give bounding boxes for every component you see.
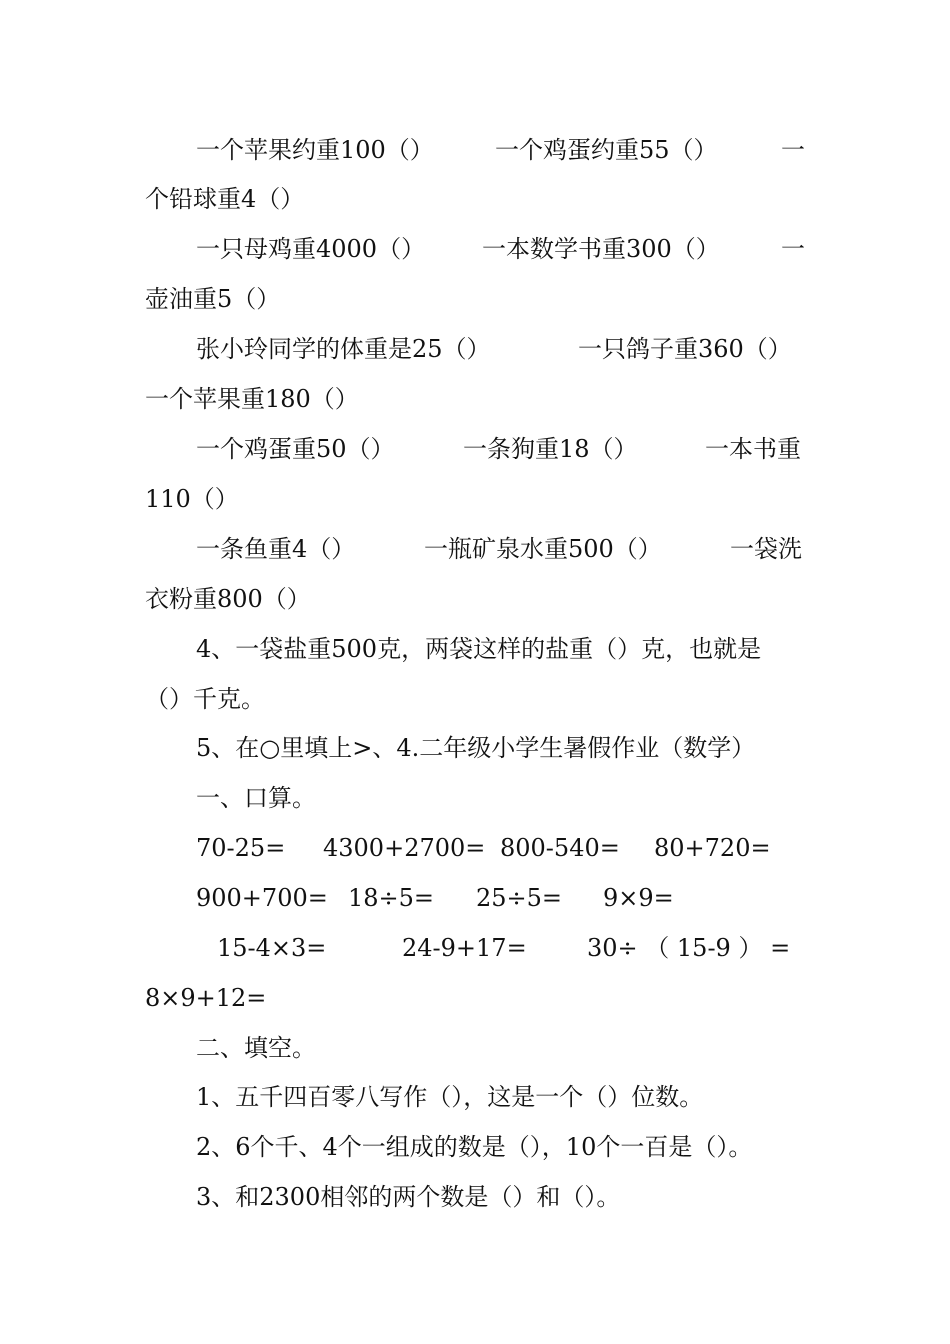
section-heading: 二、填空。 xyxy=(196,1034,316,1062)
text-line: 110（） xyxy=(145,485,239,513)
text-line: 一个鸡蛋重50（） xyxy=(196,435,395,463)
text-line: 张小玲同学的体重是25（） xyxy=(196,335,491,363)
text-line: 3、和2300相邻的两个数是（）和（）。 xyxy=(196,1183,621,1211)
math-expression: 30÷ （ 15-9 ） = xyxy=(587,934,791,962)
text-line: 衣粉重800（） xyxy=(145,585,311,613)
text-line: 一只母鸡重4000（） xyxy=(196,235,426,263)
text-line: 一只鸽子重360（） xyxy=(578,335,792,363)
math-expression: 18÷5= xyxy=(348,884,435,912)
math-expression: 800-540= xyxy=(500,834,620,862)
text-line: 2、6个千、4个一组成的数是（），10个一百是（）。 xyxy=(196,1133,753,1161)
math-expression: 24-9+17= xyxy=(402,934,527,962)
text-line: 4、一袋盐重500克，两袋这样的盐重（）克，也就是 xyxy=(196,635,762,663)
text-line: 1、五千四百零八写作（），这是一个（）位数。 xyxy=(196,1083,704,1111)
math-expression: 25÷5= xyxy=(476,884,563,912)
section-heading: 一、口算。 xyxy=(196,784,316,812)
text-line: 一袋洗 xyxy=(730,535,802,563)
text-line: 个铅球重4（） xyxy=(145,185,305,213)
text-line: 一 xyxy=(781,235,805,263)
text-line: 一本书重 xyxy=(705,435,801,463)
math-expression: 70-25= xyxy=(196,834,286,862)
math-expression: 900+700= xyxy=(196,884,328,912)
text-line: 一个苹果重180（） xyxy=(145,385,359,413)
text-line: 壶油重5（） xyxy=(145,285,281,313)
text-line: 一个鸡蛋约重55（） xyxy=(495,136,718,164)
math-expression: 15-4×3= xyxy=(217,934,327,962)
math-expression: 9×9= xyxy=(603,884,674,912)
math-expression: 80+720= xyxy=(654,834,771,862)
text-line: 一条狗重18（） xyxy=(463,435,638,463)
text-line: （）千克。 xyxy=(145,685,265,713)
text-line: 一 xyxy=(781,136,805,164)
math-expression: 8×9+12= xyxy=(145,984,267,1012)
math-expression: 4300+2700= xyxy=(323,834,486,862)
text-line: 一瓶矿泉水重500（） xyxy=(424,535,662,563)
text-line: 一本数学书重300（） xyxy=(482,235,720,263)
text-line: 一条鱼重4（） xyxy=(196,535,356,563)
text-line: 一个苹果约重100（） xyxy=(196,136,434,164)
text-line: 5、在○里填上>、4.二年级小学生暑假作业（数学） xyxy=(196,734,756,762)
